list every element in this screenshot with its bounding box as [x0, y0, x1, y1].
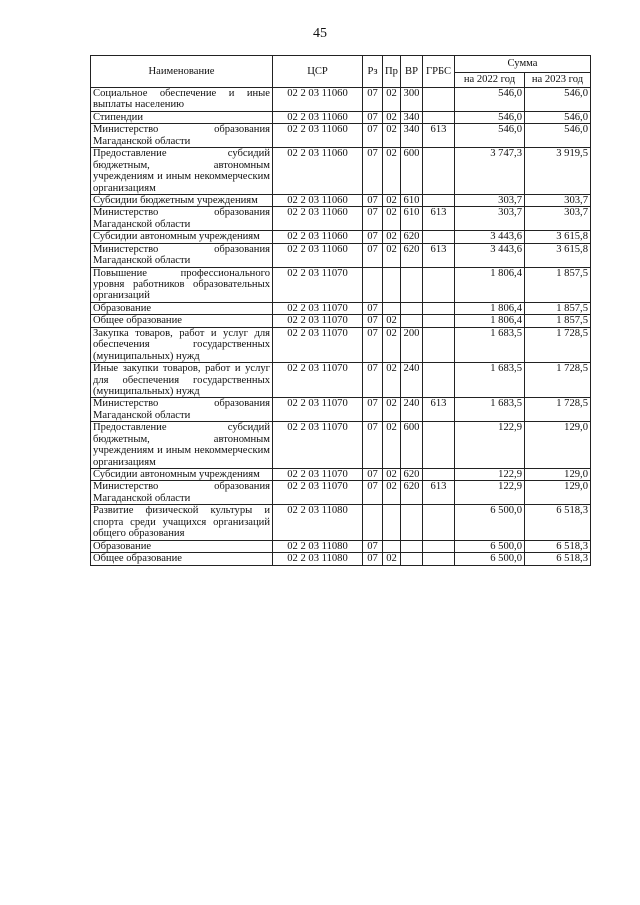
- cell-csr: 02 2 03 11070: [273, 422, 363, 469]
- cell-pr: 02: [383, 243, 401, 267]
- cell-pr: 02: [383, 194, 401, 206]
- cell-grbs: 613: [423, 243, 455, 267]
- cell-y2022: 303,7: [455, 207, 525, 231]
- cell-grbs: 613: [423, 124, 455, 148]
- cell-grbs: [423, 505, 455, 540]
- cell-vr: 610: [401, 207, 423, 231]
- cell-vr: 200: [401, 327, 423, 362]
- cell-y2023: 3 615,8: [525, 231, 591, 243]
- cell-grbs: [423, 540, 455, 552]
- table-row: [91, 302, 591, 314]
- cell-rz: 07: [363, 363, 383, 398]
- cell-csr: 02 2 03 11070: [273, 315, 363, 327]
- header-pr: Пр: [383, 56, 401, 88]
- cell-name: Иные закупки товаров, работ и услуг для обеспечения государственных (муниципальных) нужд: [91, 363, 273, 398]
- cell-y2022: 3 443,6: [455, 243, 525, 267]
- cell-y2023: 1 728,5: [525, 327, 591, 362]
- cell-vr: [401, 505, 423, 540]
- cell-pr: 02: [383, 124, 401, 148]
- cell-vr: 600: [401, 422, 423, 469]
- cell-vr: [401, 302, 423, 314]
- cell-rz: 07: [363, 88, 383, 112]
- cell-csr: 02 2 03 11070: [273, 302, 363, 314]
- table-row: [91, 505, 591, 540]
- cell-name: Закупка товаров, работ и услуг для обеспечения государственных (муниципальных) нужд: [91, 327, 273, 362]
- cell-grbs: [423, 327, 455, 362]
- cell-csr: 02 2 03 11070: [273, 398, 363, 422]
- cell-grbs: [423, 194, 455, 206]
- table-row: [91, 243, 591, 267]
- cell-vr: [401, 315, 423, 327]
- cell-name: Предоставление субсидий бюджетным, автономным учреждениям и иным некоммерческим организациям: [91, 148, 273, 195]
- cell-pr: 02: [383, 469, 401, 481]
- cell-pr: 02: [383, 231, 401, 243]
- cell-grbs: 613: [423, 207, 455, 231]
- cell-name: Социальное обеспечение и иные выплаты населению: [91, 88, 273, 112]
- table-body: [91, 88, 591, 566]
- cell-name: Министерство образования Магаданской области: [91, 243, 273, 267]
- cell-y2023: 3 919,5: [525, 148, 591, 195]
- cell-grbs: 613: [423, 398, 455, 422]
- cell-grbs: [423, 231, 455, 243]
- cell-vr: 620: [401, 231, 423, 243]
- cell-rz: 07: [363, 231, 383, 243]
- header-grbs: ГРБС: [423, 56, 455, 88]
- cell-y2023: 1 857,5: [525, 302, 591, 314]
- cell-vr: 610: [401, 194, 423, 206]
- cell-pr: 02: [383, 148, 401, 195]
- cell-y2022: 3 443,6: [455, 231, 525, 243]
- cell-y2023: 303,7: [525, 207, 591, 231]
- cell-name: Стипендии: [91, 111, 273, 123]
- cell-rz: 07: [363, 124, 383, 148]
- cell-name: Субсидии автономным учреждениям: [91, 469, 273, 481]
- cell-csr: 02 2 03 11060: [273, 207, 363, 231]
- cell-pr: 02: [383, 315, 401, 327]
- cell-y2023: 1 728,5: [525, 398, 591, 422]
- page-number: 45: [313, 26, 327, 41]
- cell-grbs: [423, 148, 455, 195]
- cell-grbs: 613: [423, 481, 455, 505]
- cell-name: Министерство образования Магаданской области: [91, 398, 273, 422]
- cell-y2022: 1 683,5: [455, 363, 525, 398]
- table-row: [91, 553, 591, 565]
- cell-grbs: [423, 315, 455, 327]
- cell-y2022: 3 747,3: [455, 148, 525, 195]
- cell-vr: 620: [401, 481, 423, 505]
- cell-pr: [383, 267, 401, 302]
- cell-y2022: 6 500,0: [455, 553, 525, 565]
- budget-table: [90, 55, 591, 566]
- cell-y2023: 6 518,3: [525, 505, 591, 540]
- cell-y2022: 546,0: [455, 88, 525, 112]
- cell-pr: [383, 302, 401, 314]
- header-rz: Рз: [363, 56, 383, 88]
- cell-name: Общее образование: [91, 315, 273, 327]
- cell-rz: [363, 267, 383, 302]
- cell-y2023: 303,7: [525, 194, 591, 206]
- cell-name: Повышение профессионального уровня работников образовательных организаций: [91, 267, 273, 302]
- cell-grbs: [423, 88, 455, 112]
- cell-pr: 02: [383, 111, 401, 123]
- table-row: [91, 194, 591, 206]
- cell-csr: 02 2 03 11060: [273, 111, 363, 123]
- table-row: [91, 363, 591, 398]
- cell-y2023: 1 728,5: [525, 363, 591, 398]
- cell-vr: 340: [401, 124, 423, 148]
- header-vr: ВР: [401, 56, 423, 88]
- cell-y2022: 546,0: [455, 124, 525, 148]
- cell-y2023: 129,0: [525, 481, 591, 505]
- cell-pr: 02: [383, 422, 401, 469]
- cell-csr: 02 2 03 11080: [273, 553, 363, 565]
- cell-y2023: 1 857,5: [525, 267, 591, 302]
- cell-y2023: 129,0: [525, 422, 591, 469]
- table-row: [91, 111, 591, 123]
- cell-y2022: 6 500,0: [455, 540, 525, 552]
- cell-pr: [383, 540, 401, 552]
- table-row: [91, 327, 591, 362]
- table-row: [91, 315, 591, 327]
- cell-name: Министерство образования Магаданской области: [91, 481, 273, 505]
- cell-grbs: [423, 111, 455, 123]
- cell-pr: 02: [383, 88, 401, 112]
- cell-name: Образование: [91, 540, 273, 552]
- cell-y2023: 546,0: [525, 124, 591, 148]
- table-row: [91, 231, 591, 243]
- cell-rz: 07: [363, 302, 383, 314]
- cell-y2022: 1 806,4: [455, 302, 525, 314]
- cell-pr: [383, 505, 401, 540]
- cell-y2022: 122,9: [455, 481, 525, 505]
- cell-y2022: 1 806,4: [455, 267, 525, 302]
- cell-rz: 07: [363, 207, 383, 231]
- cell-csr: 02 2 03 11060: [273, 243, 363, 267]
- cell-rz: 07: [363, 111, 383, 123]
- cell-rz: 07: [363, 148, 383, 195]
- cell-name: Министерство образования Магаданской области: [91, 207, 273, 231]
- cell-pr: 02: [383, 363, 401, 398]
- table-row: [91, 148, 591, 195]
- cell-vr: [401, 540, 423, 552]
- cell-rz: 07: [363, 398, 383, 422]
- cell-y2022: 546,0: [455, 111, 525, 123]
- cell-name: Предоставление субсидий бюджетным, автономным учреждениям и иным некоммерческим организациям: [91, 422, 273, 469]
- cell-rz: 07: [363, 422, 383, 469]
- cell-vr: 340: [401, 111, 423, 123]
- header-sum: Сумма: [455, 56, 591, 73]
- cell-y2022: 6 500,0: [455, 505, 525, 540]
- cell-csr: 02 2 03 11060: [273, 88, 363, 112]
- cell-rz: 07: [363, 315, 383, 327]
- cell-rz: 07: [363, 540, 383, 552]
- table-row: [91, 88, 591, 112]
- cell-pr: 02: [383, 207, 401, 231]
- cell-y2023: 1 857,5: [525, 315, 591, 327]
- cell-rz: 07: [363, 327, 383, 362]
- cell-name: Субсидии автономным учреждениям: [91, 231, 273, 243]
- table-row: [91, 481, 591, 505]
- cell-csr: 02 2 03 11060: [273, 148, 363, 195]
- cell-grbs: [423, 302, 455, 314]
- cell-y2023: 129,0: [525, 469, 591, 481]
- cell-pr: 02: [383, 553, 401, 565]
- cell-vr: 300: [401, 88, 423, 112]
- cell-rz: 07: [363, 553, 383, 565]
- table-row: [91, 398, 591, 422]
- cell-csr: 02 2 03 11060: [273, 124, 363, 148]
- cell-grbs: [423, 553, 455, 565]
- cell-vr: 620: [401, 243, 423, 267]
- cell-csr: 02 2 03 11070: [273, 363, 363, 398]
- cell-csr: 02 2 03 11060: [273, 231, 363, 243]
- cell-grbs: [423, 469, 455, 481]
- cell-rz: [363, 505, 383, 540]
- cell-pr: 02: [383, 327, 401, 362]
- cell-name: Развитие физической культуры и спорта среди учащихся организаций общего образования: [91, 505, 273, 540]
- cell-csr: 02 2 03 11080: [273, 540, 363, 552]
- cell-vr: 600: [401, 148, 423, 195]
- cell-csr: 02 2 03 11070: [273, 469, 363, 481]
- table-row: [91, 540, 591, 552]
- cell-rz: 07: [363, 194, 383, 206]
- table-row: [91, 124, 591, 148]
- cell-csr: 02 2 03 11070: [273, 267, 363, 302]
- cell-pr: 02: [383, 398, 401, 422]
- cell-csr: 02 2 03 11070: [273, 327, 363, 362]
- cell-vr: [401, 553, 423, 565]
- cell-csr: 02 2 03 11060: [273, 194, 363, 206]
- cell-vr: 240: [401, 398, 423, 422]
- cell-y2022: 1 806,4: [455, 315, 525, 327]
- cell-rz: 07: [363, 243, 383, 267]
- cell-y2022: 1 683,5: [455, 398, 525, 422]
- cell-y2023: 3 615,8: [525, 243, 591, 267]
- cell-grbs: [423, 363, 455, 398]
- cell-grbs: [423, 267, 455, 302]
- cell-vr: [401, 267, 423, 302]
- cell-y2023: 6 518,3: [525, 540, 591, 552]
- cell-grbs: [423, 422, 455, 469]
- table-row: [91, 469, 591, 481]
- cell-rz: 07: [363, 469, 383, 481]
- header-name: Наименование: [91, 56, 273, 88]
- cell-name: Министерство образования Магаданской области: [91, 124, 273, 148]
- cell-y2022: 122,9: [455, 469, 525, 481]
- cell-y2022: 303,7: [455, 194, 525, 206]
- cell-y2022: 1 683,5: [455, 327, 525, 362]
- cell-name: Образование: [91, 302, 273, 314]
- header-year-2023: на 2023 год: [525, 73, 591, 88]
- cell-csr: 02 2 03 11070: [273, 481, 363, 505]
- header-year-2022: на 2022 год: [455, 73, 525, 88]
- table-row: [91, 207, 591, 231]
- cell-name: Субсидии бюджетным учреждениям: [91, 194, 273, 206]
- cell-pr: 02: [383, 481, 401, 505]
- cell-csr: 02 2 03 11080: [273, 505, 363, 540]
- cell-vr: 240: [401, 363, 423, 398]
- table-row: [91, 422, 591, 469]
- cell-y2022: 122,9: [455, 422, 525, 469]
- table-row: [91, 267, 591, 302]
- header-csr: ЦСР: [273, 56, 363, 88]
- cell-y2023: 546,0: [525, 111, 591, 123]
- cell-rz: 07: [363, 481, 383, 505]
- cell-name: Общее образование: [91, 553, 273, 565]
- cell-y2023: 6 518,3: [525, 553, 591, 565]
- cell-y2023: 546,0: [525, 88, 591, 112]
- cell-vr: 620: [401, 469, 423, 481]
